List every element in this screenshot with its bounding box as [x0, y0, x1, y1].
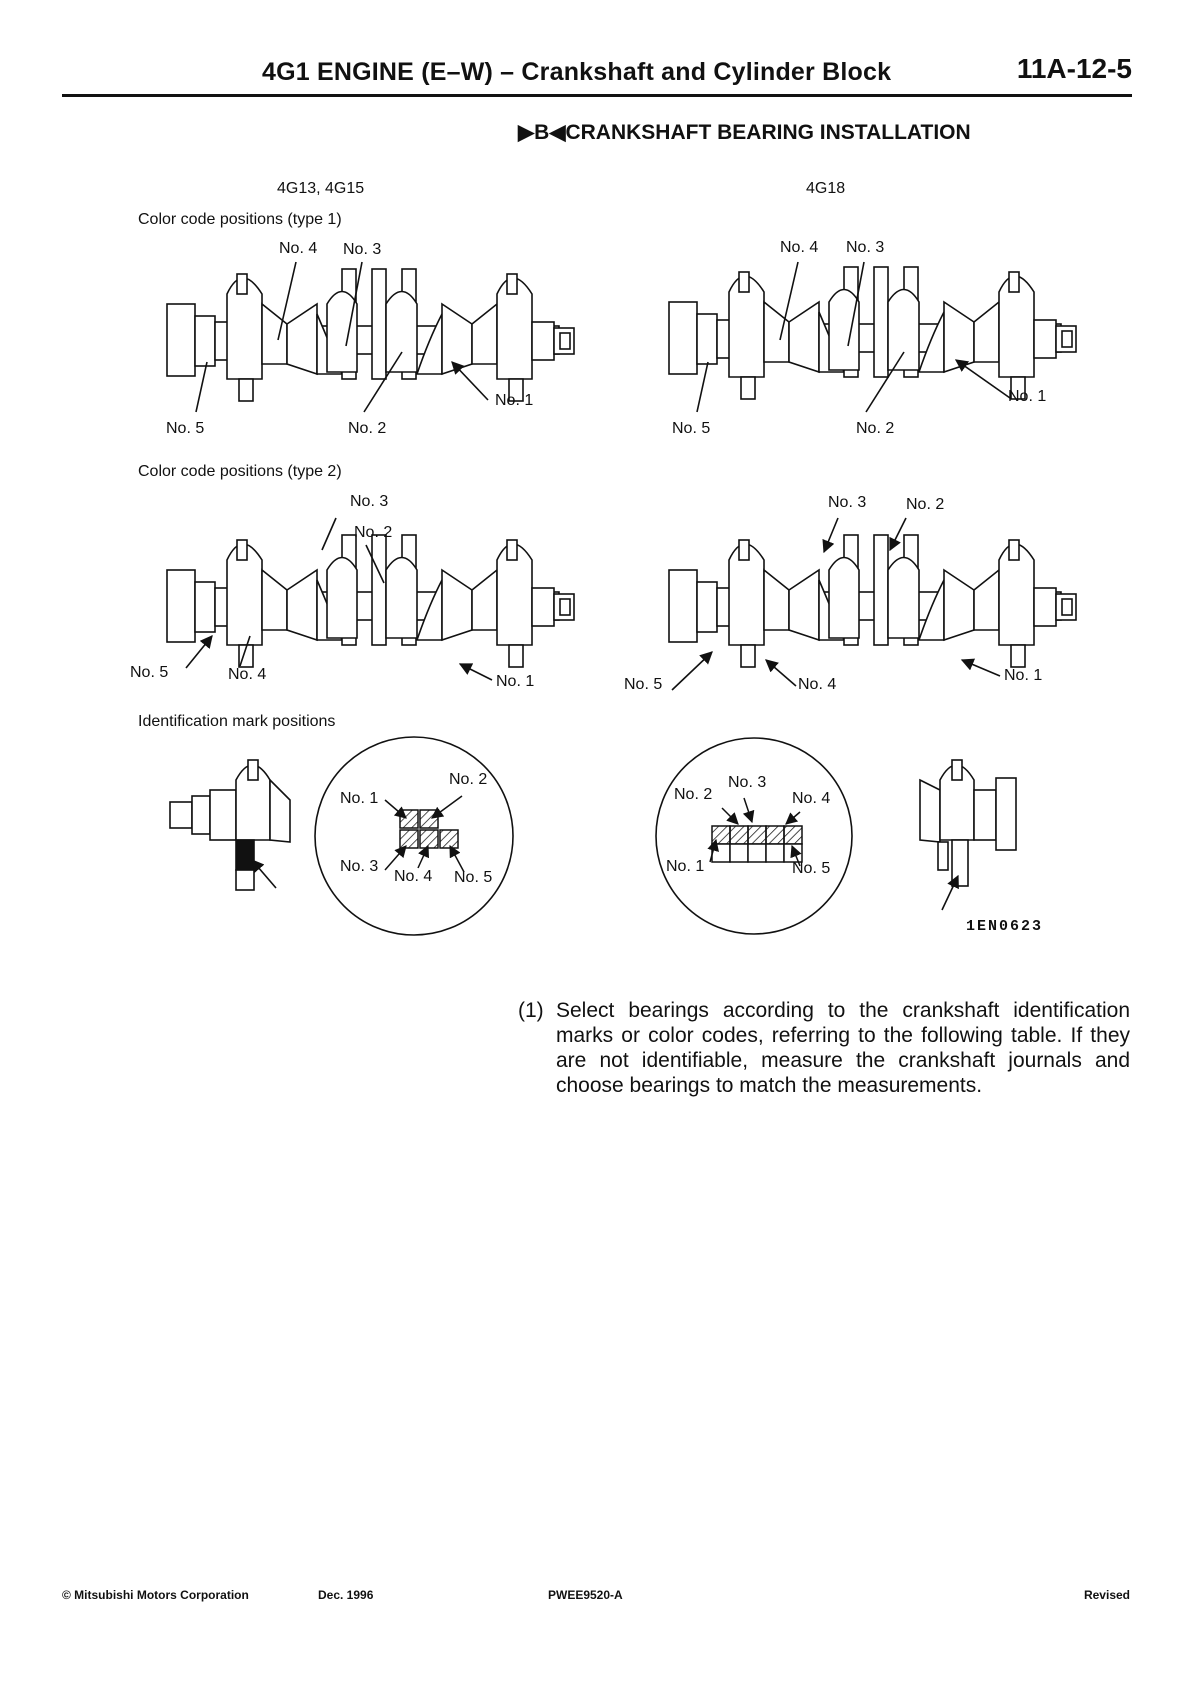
- figure-code: 1EN0623: [966, 918, 1044, 935]
- page-number: 11A-12-5: [1016, 53, 1132, 84]
- leader-arrow: [962, 660, 1000, 676]
- left-id-no1: No. 1: [340, 790, 379, 807]
- leader-line: [697, 362, 708, 412]
- right-t1-no4: No. 4: [780, 239, 819, 256]
- identification-marks-left: [385, 796, 464, 872]
- left-id-no3: No. 3: [340, 858, 379, 875]
- left-t1-no1: No. 1: [495, 392, 534, 409]
- right-id-no5: No. 5: [792, 860, 831, 877]
- leader-line: [322, 518, 336, 550]
- right-id-no4: No. 4: [792, 790, 831, 807]
- left-t1-no5: No. 5: [166, 420, 205, 437]
- leader-arrow: [672, 652, 712, 690]
- footer-status: Revised: [1083, 1588, 1130, 1602]
- left-t1-no4: No. 4: [279, 240, 318, 257]
- right-t2-no4: No. 4: [798, 676, 837, 693]
- right-t2-no1: No. 1: [1004, 667, 1043, 684]
- left-t1-no2: No. 2: [348, 420, 387, 437]
- right-t2-no5: No. 5: [624, 676, 663, 693]
- ident-mark-label: Identification mark positions: [138, 713, 336, 730]
- right-id-no1: No. 1: [666, 858, 705, 875]
- right-t1-no3: No. 3: [846, 239, 885, 256]
- footer-date: Dec. 1996: [318, 1588, 374, 1602]
- left-t2-no4: No. 4: [228, 666, 267, 683]
- crank-tail-detail-right: [920, 760, 1016, 910]
- color-type2-label: Color code positions (type 2): [138, 463, 342, 480]
- left-id-no5: No. 5: [454, 869, 493, 886]
- page-header-title: 4G1 ENGINE (E–W) – Crankshaft and Cylinder Block: [262, 58, 892, 86]
- leader-arrow: [824, 518, 838, 552]
- right-t2-no2: No. 2: [906, 496, 945, 513]
- leader-arrow: [460, 664, 492, 680]
- left-t2-no5: No. 5: [130, 664, 169, 681]
- left-model-heading: 4G13, 4G15: [277, 180, 365, 197]
- color-type1-label: Color code positions (type 1): [138, 211, 342, 228]
- right-t1-no1: No. 1: [1008, 388, 1047, 405]
- right-t1-no2: No. 2: [856, 420, 895, 437]
- right-id-no2: No. 2: [674, 786, 713, 803]
- left-t2-no2: No. 2: [354, 524, 393, 541]
- left-t1-no3: No. 3: [343, 241, 382, 258]
- identification-marks-right: [710, 798, 802, 866]
- crank-nose-detail-left: [170, 760, 290, 890]
- step-number: (1): [518, 999, 544, 1022]
- right-id-no3: No. 3: [728, 774, 767, 791]
- section-marker: ▶B◀: [518, 121, 566, 144]
- right-model-heading: 4G18: [806, 180, 846, 197]
- section-title-text: CRANKSHAFT BEARING INSTALLATION: [565, 121, 971, 144]
- leader-line: [196, 362, 207, 412]
- footer-copyright: © Mitsubishi Motors Corporation: [62, 1588, 249, 1602]
- left-t2-no1: No. 1: [496, 673, 535, 690]
- instruction-step: [518, 998, 1130, 1098]
- right-t1-no5: No. 5: [672, 420, 711, 437]
- left-id-no2: No. 2: [449, 771, 488, 788]
- leader-arrow: [452, 362, 488, 400]
- right-t2-no3: No. 3: [828, 494, 867, 511]
- left-id-no4: No. 4: [394, 868, 433, 885]
- footer-code: PWEE9520-A: [548, 1588, 623, 1602]
- step-text: Select bearings according to the crankshaft identification marks or color codes, referring to the following table. If they are not identifiable, measure the crankshaft journals and choose bearings to match the measurements.: [556, 999, 1130, 1097]
- leader-arrow: [766, 660, 796, 686]
- left-t2-no3: No. 3: [350, 493, 389, 510]
